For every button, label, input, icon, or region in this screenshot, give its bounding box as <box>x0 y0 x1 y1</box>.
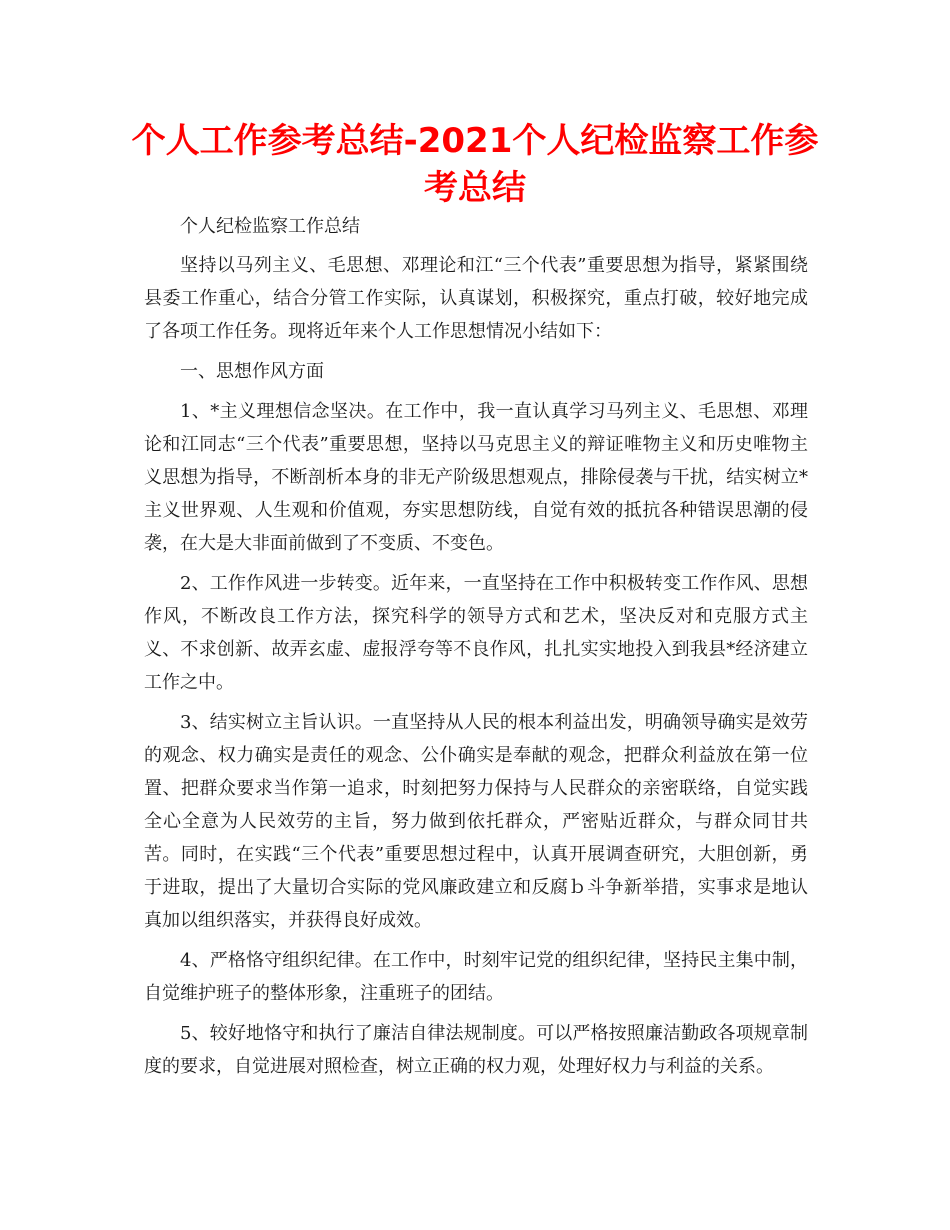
paragraph-item-2: 2、工作作风进一步转变。近年来，一直坚持在工作中积极转变工作作风、思想作风，不断改良工作方法，探究科学的领导方式和艺术，坚决反对和克服方式主义、不求创新、故弄玄虚、虚报浮夸等不良作风，扎扎实实地投入到我县*经济建立工作之中。 <box>144 573 808 693</box>
paragraph-item-4: 4、严格恪守组织纪律。在工作中，时刻牢记党的组织纪律，坚持民主集中制，自觉维护班子的整体形象，注重班子的团结。 <box>144 950 808 1004</box>
intro-paragraph: 坚持以马列主义、毛思想、邓理论和江“三个代表”重要思想为指导，紧紧围绕县委工作重心，结合分管工作实际，认真谋划，积极探究，重点打破，较好地完成了各项工作任务。现将近年来个人工作思想情况小结如下： <box>144 255 808 342</box>
document-body <box>144 210 808 1090</box>
document-subtitle: 个人纪检监察工作总结 <box>180 216 360 237</box>
document-title: 个人工作参考总结-2021个人纪检监察工作参考总结 <box>131 121 819 208</box>
paragraph-item-5: 5、较好地恪守和执行了廉洁自律法规制度。可以严格按照廉洁勤政各项规章制度的要求，自觉进展对照检查，树立正确的权力观，处理好权力与利益的关系。 <box>144 1023 808 1077</box>
paragraph-item-3: 3、结实树立主旨认识。一直坚持从人民的根本利益出发，明确领导确实是效劳的观念、权力确实是责任的观念、公仆确实是奉献的观念，把群众利益放在第一位置、把群众要求当作第一追求，时刻把努力保持与人民群众的亲密联络，自觉实践全心全意为人民效劳的主旨，努力做到依托群众，严密贴近群众，与群众同甘共苦。同时，在实践“三个代表”重要思想过程中，认真开展调查研究，大胆创新，勇于进取，提出了大量切合实际的党风廉政建立和反腐ｂ斗争新举措，实事求是地认真加以组织落实，并获得良好成效。 <box>144 712 808 931</box>
paragraph-item-1: 1、*主义理想信念坚决。在工作中，我一直认真学习马列主义、毛思想、邓理论和江同志“三个代表”重要思想，坚持以马克思主义的辩证唯物主义和历史唯物主义思想为指导，不断剖析本身的非无产阶级思想观点，排除侵袭与干扰，结实树立*主义世界观、人生观和价值观，夯实思想防线，自觉有效的抵抗各种错误思潮的侵袭，在大是大非面前做到了不变质、不变色。 <box>144 401 808 554</box>
section-heading: 一、思想作风方面 <box>180 361 324 382</box>
